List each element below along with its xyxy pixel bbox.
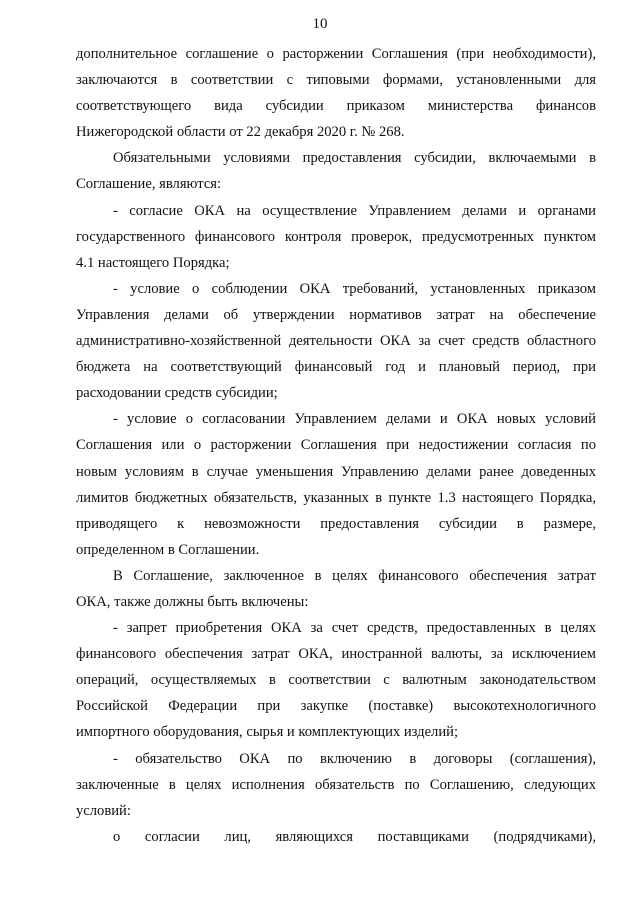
text-line: административно-хозяйственной деятельности ОКА за счет средств областного xyxy=(76,333,596,350)
text-line: импортного оборудования, сырья и комплектующих изделий; xyxy=(76,724,459,741)
text-line: операций, осуществляемых в соответствии с валютным законодательством xyxy=(76,672,596,689)
list-item-currency-ban xyxy=(76,615,596,745)
document-body xyxy=(76,41,596,850)
text-line: - обязательство ОКА по включению в договоры (соглашения), xyxy=(113,750,596,767)
text-line: Обязательными условиями предоставления субсидии, включаемыми в xyxy=(113,150,596,167)
text-line: В Соглашение, заключенное в целях финансового обеспечения затрат xyxy=(113,567,596,584)
text-line: - запрет приобретения ОКА за счет средств, предоставленных в целях xyxy=(113,620,596,637)
text-line: заключаются в соответствии с типовыми формами, установленными для xyxy=(76,72,596,89)
list-item-new-conditions xyxy=(76,406,596,563)
text-line: бюджета на соответствующий финансовый год и плановый период, при xyxy=(76,359,596,376)
list-item-contract-obligation xyxy=(76,746,596,824)
page-number: 10 xyxy=(312,16,328,32)
text-line: Управления делами об утверждении нормативов затрат на обеспечение xyxy=(76,306,596,323)
text-line: расходовании средств субсидии; xyxy=(76,385,278,402)
text-line: Соглашения или о расторжении Соглашения при недостижении согласия по xyxy=(76,437,596,454)
text-line: финансового обеспечения затрат ОКА, иностранной валюты, за исключением xyxy=(76,646,596,663)
text-line: новым условиям в случае уменьшения Управлению делами ранее доведенных xyxy=(76,463,596,480)
text-line: определенном в Соглашении. xyxy=(76,541,260,558)
text-line: лимитов бюджетных обязательств, указанных в пункте 1.3 настоящего Порядка, xyxy=(76,489,596,506)
text-line: соответствующего вида субсидии приказом министерства финансов xyxy=(76,98,596,115)
text-line: 4.1 настоящего Порядка; xyxy=(76,254,230,271)
text-line: Соглашение, являются: xyxy=(76,176,222,193)
text-line: Российской Федерации при закупке (поставке) высокотехнологичного xyxy=(76,698,596,715)
paragraph-financial-support xyxy=(76,563,596,615)
text-line: ОКА, также должны быть включены: xyxy=(76,593,309,610)
text-line: дополнительное соглашение о расторжении Соглашения (при необходимости), xyxy=(76,46,596,62)
text-line: о согласии лиц, являющихся поставщиками (подрядчиками), xyxy=(113,828,596,845)
text-line: - согласие ОКА на осуществление Управлением делами и органами xyxy=(113,202,596,219)
list-item-cost-norms xyxy=(76,276,596,406)
paragraph-agreement-forms xyxy=(76,41,596,145)
list-item-consent-inspections xyxy=(76,198,596,276)
text-line: условий: xyxy=(76,802,131,819)
text-line: - условие о согласовании Управлением делами и ОКА новых условий xyxy=(113,411,596,428)
list-item-supplier-consent xyxy=(76,824,596,850)
text-line: Нижегородской области от 22 декабря 2020 г. № 268. xyxy=(76,124,405,141)
text-line: приводящего к невозможности предоставления субсидии в размере, xyxy=(76,515,596,532)
paragraph-mandatory-conditions xyxy=(76,145,596,197)
text-line: заключенные в целях исполнения обязательств по Соглашению, следующих xyxy=(76,776,596,793)
text-line: государственного финансового контроля проверок, предусмотренных пунктом xyxy=(76,228,596,245)
text-line: - условие о соблюдении ОКА требований, установленных приказом xyxy=(113,280,596,297)
